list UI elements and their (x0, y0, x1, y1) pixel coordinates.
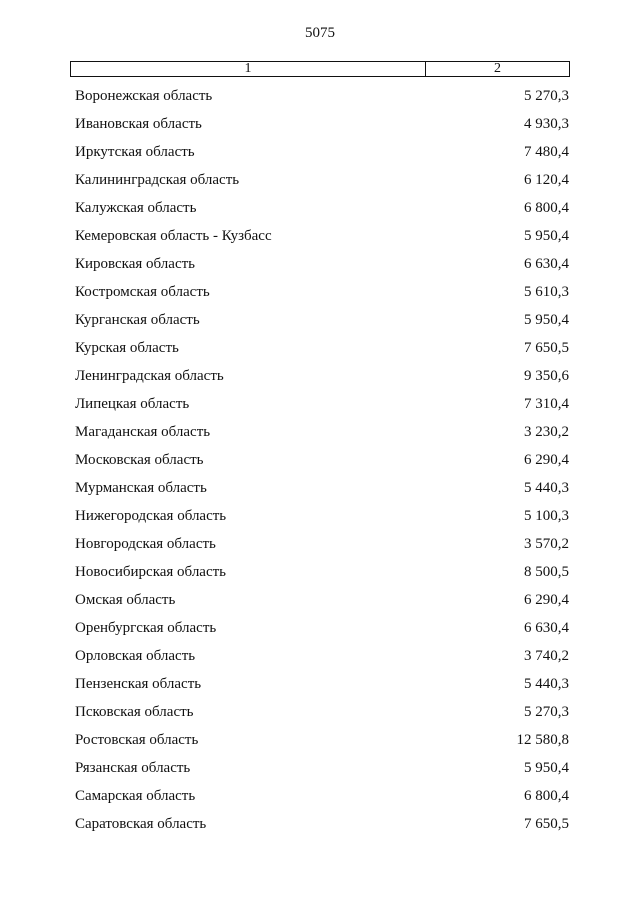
region-name: Орловская область (75, 647, 196, 664)
region-name: Новосибирская область (75, 563, 227, 580)
region-name: Курганская область (75, 311, 200, 328)
table-row (75, 754, 569, 782)
region-value: 5 100,3 (524, 507, 569, 524)
table-row (75, 502, 569, 530)
region-value: 12 580,8 (516, 731, 569, 748)
region-name: Липецкая область (75, 395, 190, 412)
table-header (70, 61, 570, 77)
column-header-1: 1 (71, 62, 426, 76)
region-name: Калининградская область (75, 171, 240, 188)
region-value: 5 270,3 (524, 703, 569, 720)
region-value: 6 120,4 (524, 171, 569, 188)
region-value: 7 310,4 (524, 395, 569, 412)
region-name: Новгородская область (75, 535, 216, 552)
table-row (75, 726, 569, 754)
region-value: 6 290,4 (524, 451, 569, 468)
region-value: 6 800,4 (524, 787, 569, 804)
region-value: 5 440,3 (524, 479, 569, 496)
table-row (75, 810, 569, 838)
table-row (75, 530, 569, 558)
table-body (75, 82, 569, 838)
region-name: Калужская область (75, 199, 197, 216)
table-row (75, 250, 569, 278)
region-name: Ростовская область (75, 731, 199, 748)
page-number: 5075 (305, 25, 335, 41)
region-value: 4 930,3 (524, 115, 569, 132)
table-row (75, 362, 569, 390)
table-row (75, 334, 569, 362)
table-row (75, 278, 569, 306)
region-name: Воронежская область (75, 87, 213, 104)
region-value: 6 800,4 (524, 199, 569, 216)
region-value: 5 440,3 (524, 675, 569, 692)
region-name: Ленинградская область (75, 367, 224, 384)
region-value: 3 740,2 (524, 647, 569, 664)
region-value: 7 480,4 (524, 143, 569, 160)
table-row (75, 138, 569, 166)
table-row (75, 390, 569, 418)
region-name: Псковская область (75, 703, 194, 720)
region-name: Мурманская область (75, 479, 207, 496)
region-value: 5 950,4 (524, 311, 569, 328)
region-value: 9 350,6 (524, 367, 569, 384)
column-header-2: 2 (494, 61, 501, 76)
region-name: Костромская область (75, 283, 210, 300)
table-row (75, 474, 569, 502)
table-row (75, 446, 569, 474)
region-value: 5 270,3 (524, 87, 569, 104)
region-value: 7 650,5 (524, 339, 569, 356)
region-value: 6 630,4 (524, 255, 569, 272)
table-row (75, 670, 569, 698)
region-value: 6 290,4 (524, 591, 569, 608)
region-name: Нижегородская область (75, 507, 227, 524)
region-name: Пензенская область (75, 675, 202, 692)
table-row (75, 166, 569, 194)
table-row (75, 82, 569, 110)
region-name: Иркутская область (75, 143, 195, 160)
region-value: 3 230,2 (524, 423, 569, 440)
table-row (75, 110, 569, 138)
region-name: Ивановская область (75, 115, 202, 132)
region-name: Саратовская область (75, 815, 207, 832)
region-value: 8 500,5 (524, 563, 569, 580)
region-value: 5 950,4 (524, 759, 569, 776)
table-row (75, 642, 569, 670)
table-row (75, 586, 569, 614)
table-row (75, 614, 569, 642)
table-row (75, 418, 569, 446)
region-name: Кировская область (75, 255, 196, 272)
region-name: Курская область (75, 339, 179, 356)
region-value: 5 610,3 (524, 283, 569, 300)
region-name: Омская область (75, 591, 176, 608)
table-row (75, 222, 569, 250)
region-value: 5 950,4 (524, 227, 569, 244)
table-row (75, 306, 569, 334)
region-value: 3 570,2 (524, 535, 569, 552)
region-name: Самарская область (75, 787, 196, 804)
region-name: Рязанская область (75, 759, 191, 776)
region-name: Кемеровская область - Кузбасс (75, 227, 272, 244)
region-name: Московская область (75, 451, 204, 468)
table-row (75, 194, 569, 222)
table-row (75, 558, 569, 586)
region-value: 6 630,4 (524, 619, 569, 636)
table-row (75, 782, 569, 810)
region-value: 7 650,5 (524, 815, 569, 832)
table-row (75, 698, 569, 726)
region-name: Магаданская область (75, 423, 211, 440)
region-name: Оренбургская область (75, 619, 217, 636)
